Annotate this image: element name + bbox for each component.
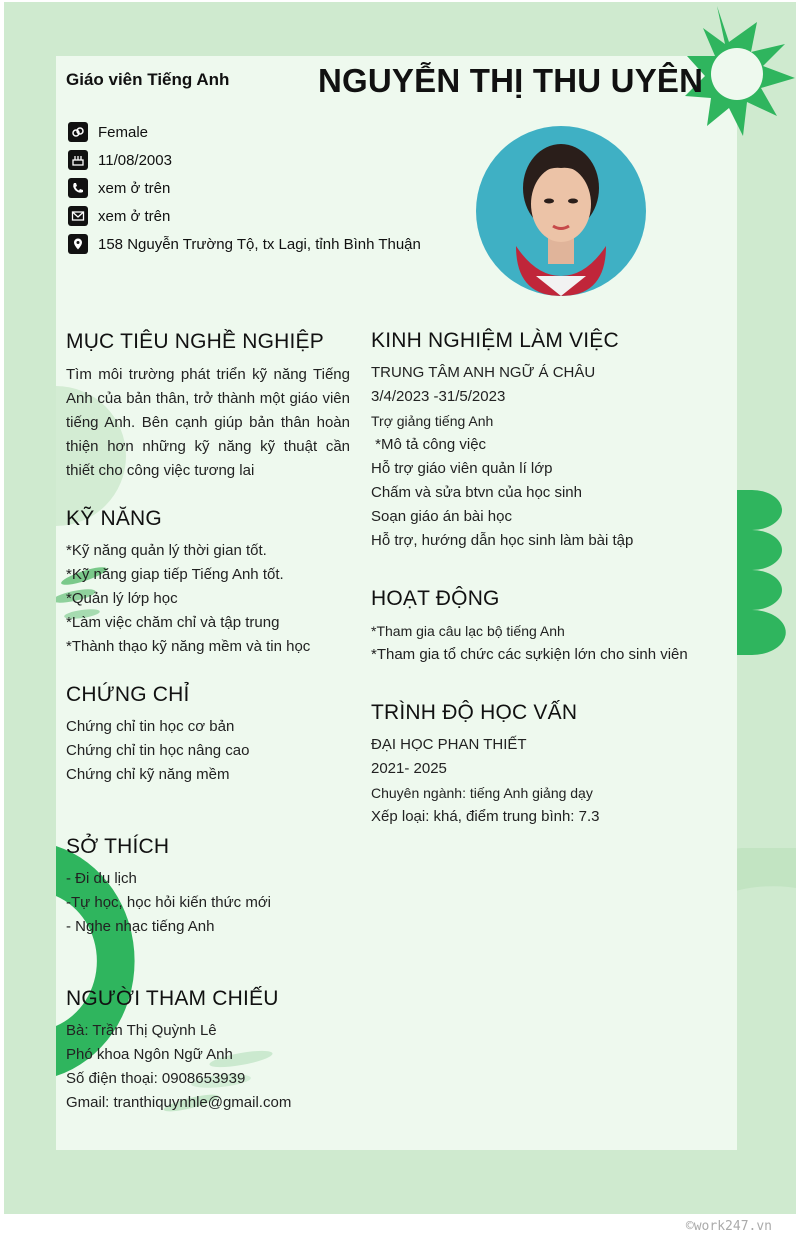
skills-title: KỸ NĂNG bbox=[66, 507, 162, 530]
reference-item: Phó khoa Ngôn Ngữ Anh bbox=[66, 1046, 233, 1063]
experience-details bbox=[371, 361, 721, 553]
education-details bbox=[371, 733, 721, 829]
activity-item: *Tham gia tổ chức các sựkiện lớn cho sinh viên bbox=[371, 646, 688, 663]
skill-item: *Làm việc chăm chỉ và tập trung bbox=[66, 614, 280, 631]
skill-item: *Quản lý lớp học bbox=[66, 590, 178, 607]
hobby-item: - Đi du lịch bbox=[66, 870, 137, 887]
contact-list bbox=[68, 118, 421, 258]
experience-company: TRUNG TÂM ANH NGỮ Á CHÂU bbox=[371, 364, 596, 381]
location-icon bbox=[68, 234, 88, 254]
certificate-item: Chứng chỉ kỹ năng mềm bbox=[66, 766, 230, 783]
contact-birthday bbox=[68, 146, 421, 174]
experience-position: Trợ giảng tiếng Anh bbox=[371, 413, 494, 429]
mail-icon bbox=[68, 206, 88, 226]
skill-item: *Kỹ năng giap tiếp Tiếng Anh tốt. bbox=[66, 566, 284, 583]
reference-item: Bà: Trần Thị Quỳnh Lê bbox=[66, 1022, 217, 1039]
contact-address bbox=[68, 230, 421, 258]
activity-item: *Tham gia câu lạc bộ tiếng Anh bbox=[371, 623, 565, 639]
activities-title: HOẠT ĐỘNG bbox=[371, 587, 500, 610]
hobby-item: - Nghe nhạc tiếng Anh bbox=[66, 918, 215, 935]
scallop-decoration bbox=[734, 490, 794, 655]
contact-address-text: 158 Nguyễn Trường Tộ, tx Lagi, tỉnh Bình Thuận bbox=[98, 235, 421, 253]
reference-item: Gmail: tranthiquynhle@gmail.com bbox=[66, 1094, 292, 1111]
job-role: Giáo viên Tiếng Anh bbox=[66, 70, 230, 89]
objective-text: Tìm môi trường phát triển kỹ năng Tiếng Anh của bản thân, trở thành một giáo viên tiếng Anh. Bên cạnh giúp bản thân hoàn thiện hơn những kỹ năng kỹ thuật cần thiết cho công việc tương lai bbox=[66, 366, 350, 479]
reference-item: Số điện thoại: 0908653939 bbox=[66, 1070, 246, 1087]
certificate-item: Chứng chỉ tin học cơ bản bbox=[66, 718, 235, 735]
references-list bbox=[66, 1019, 350, 1115]
skill-item: *Thành thạo kỹ năng mềm và tin học bbox=[66, 638, 311, 655]
contact-email bbox=[68, 202, 421, 230]
contact-phone-text: xem ở trên bbox=[98, 179, 171, 197]
gender-icon bbox=[68, 122, 88, 142]
experience-item: *Mô tả công việc bbox=[371, 436, 487, 453]
experience-item: Soạn giáo án bài học bbox=[371, 508, 512, 525]
education-title: TRÌNH ĐỘ HỌC VẤN bbox=[371, 701, 578, 724]
contact-birthday-text: 11/08/2003 bbox=[98, 151, 172, 169]
experience-title: KINH NGHIỆM LÀM VIỆC bbox=[371, 329, 619, 352]
hobbies-list bbox=[66, 867, 350, 939]
references-title: NGƯỜI THAM CHIẾU bbox=[66, 987, 279, 1010]
experience-item: Hỗ trợ giáo viên quản lí lớp bbox=[371, 460, 553, 477]
skills-list bbox=[66, 539, 350, 659]
education-school: ĐẠI HỌC PHAN THIẾT bbox=[371, 736, 527, 753]
education-grade: Xếp loại: khá, điểm trung bình: 7.3 bbox=[371, 808, 600, 825]
education-period: 2021- 2025 bbox=[371, 760, 447, 777]
skill-item: *Kỹ năng quản lý thời gian tốt. bbox=[66, 542, 267, 559]
certificates-list bbox=[66, 715, 350, 787]
certificates-title: CHỨNG CHỈ bbox=[66, 683, 190, 706]
watermark: ©work247.vn bbox=[685, 1219, 772, 1234]
experience-period: 3/4/2023 -31/5/2023 bbox=[371, 388, 506, 405]
education-major: Chuyên ngành: tiếng Anh giảng dạy bbox=[371, 785, 593, 801]
activities-list bbox=[371, 619, 721, 667]
contact-phone bbox=[68, 174, 421, 202]
hobbies-title: SỞ THÍCH bbox=[66, 835, 170, 858]
experience-item: Hỗ trợ, hướng dẫn học sinh làm bài tập bbox=[371, 532, 634, 549]
certificate-item: Chứng chỉ tin học nâng cao bbox=[66, 742, 250, 759]
hobby-item: -Tự học, học hỏi kiến thức mới bbox=[66, 894, 271, 911]
profile-photo bbox=[476, 126, 646, 296]
cake-icon bbox=[68, 150, 88, 170]
contact-gender bbox=[68, 118, 421, 146]
contact-email-text: xem ở trên bbox=[98, 207, 171, 225]
phone-icon bbox=[68, 178, 88, 198]
objective-title: MỤC TIÊU NGHỀ NGHIỆP bbox=[66, 330, 324, 353]
experience-item: Chấm và sửa btvn của học sinh bbox=[371, 484, 582, 501]
candidate-name: NGUYỄN THỊ THU UYÊN bbox=[318, 62, 704, 99]
contact-gender-text: Female bbox=[98, 123, 149, 141]
